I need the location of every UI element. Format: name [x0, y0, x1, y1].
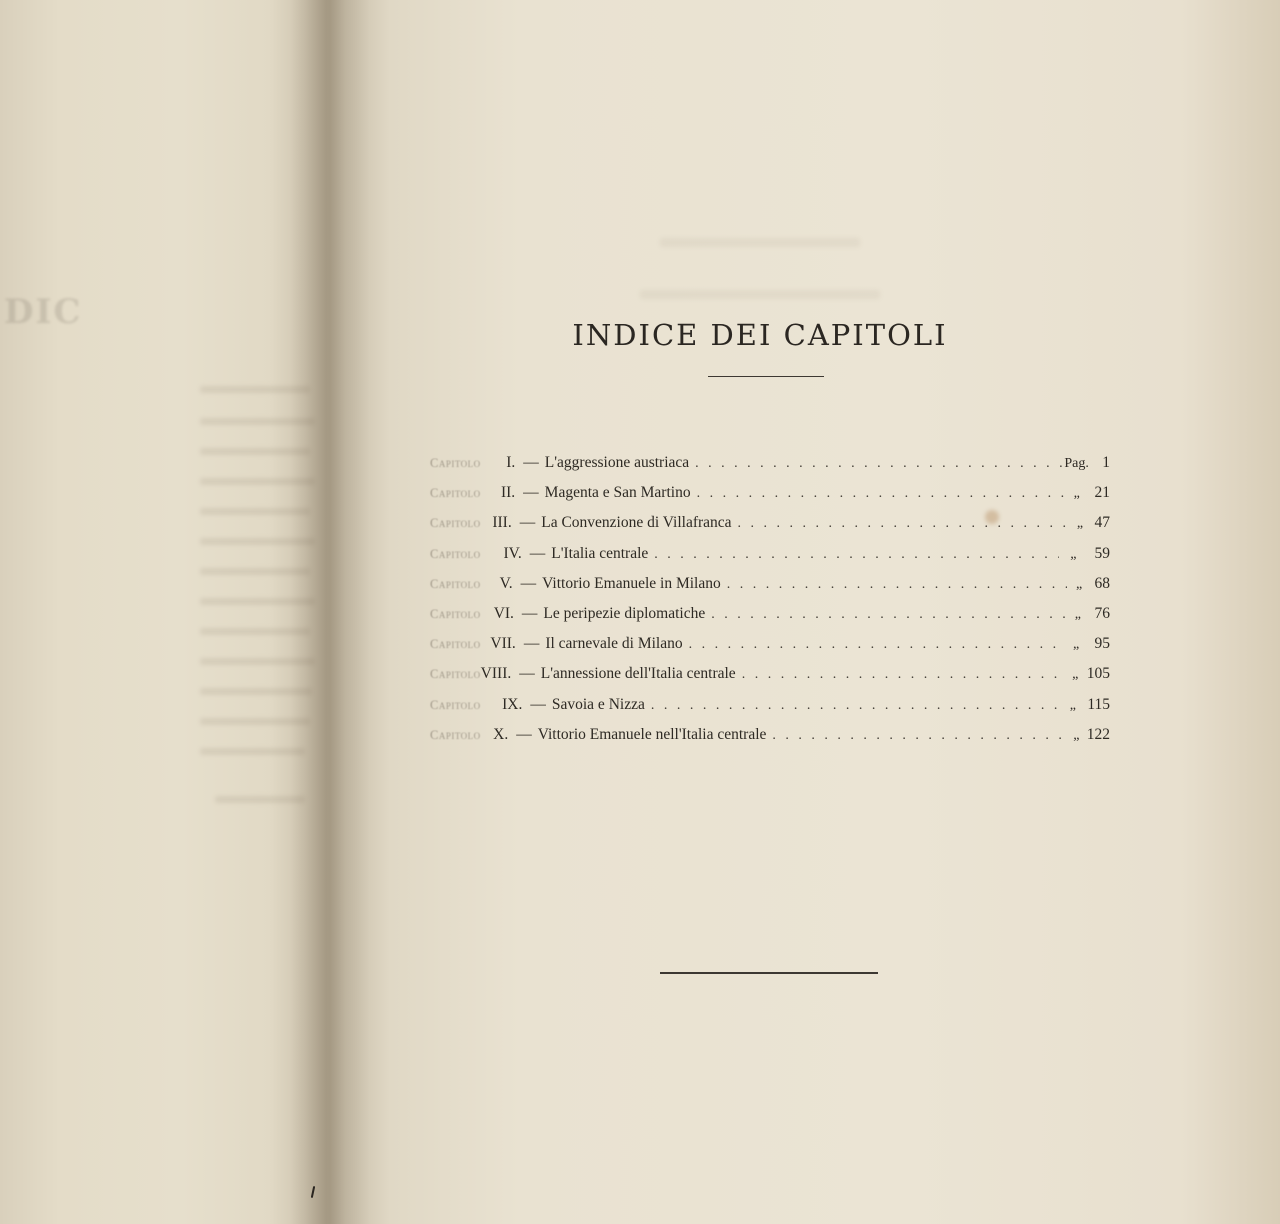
page-title: INDICE DEI CAPITOLI — [572, 318, 948, 352]
chapter-numeral: IV. — [503, 544, 522, 562]
bleed-through-heading: DIC — [4, 292, 83, 332]
table-of-contents — [430, 448, 1110, 750]
page-number: 59 — [1094, 544, 1110, 562]
chapter-title: Le peripezie diplomatiche — [543, 604, 706, 622]
chapter-label: Capitolo — [430, 697, 481, 712]
chapter-dash: — — [529, 544, 546, 562]
chapter-numeral: III. — [492, 514, 512, 532]
dot-leader — [689, 630, 1063, 660]
chapter-title: La Convenzione di Villafranca — [541, 514, 732, 532]
page-number: 122 — [1086, 725, 1110, 743]
chapter-title: L'aggressione austriaca — [544, 454, 690, 471]
chapter-numeral: V. — [499, 574, 513, 592]
toc-entry — [430, 659, 1110, 689]
chapter-label: Capitolo — [430, 516, 481, 531]
right-page — [340, 0, 1280, 1224]
dot-leader — [772, 721, 1065, 751]
chapter-label: Capitolo — [430, 576, 481, 591]
page-number: 76 — [1094, 604, 1111, 622]
dot-leader — [738, 509, 1069, 539]
dot-leader — [711, 600, 1065, 630]
chapter-dash: — — [519, 514, 536, 532]
chapter-title: Il carnevale di Milano — [545, 635, 683, 653]
toc-entry — [430, 478, 1110, 508]
page-prefix: „ — [1070, 546, 1077, 562]
chapter-dash: — — [523, 454, 539, 471]
page-prefix: „ — [1076, 516, 1084, 532]
page-number: 21 — [1094, 484, 1110, 502]
page-prefix: „ — [1076, 576, 1083, 592]
toc-entry — [430, 720, 1110, 750]
end-rule — [660, 972, 878, 974]
title-rule — [708, 376, 824, 377]
chapter-label: Capitolo — [430, 546, 481, 561]
chapter-numeral: VII. — [490, 635, 516, 653]
page-prefix: „ — [1073, 486, 1080, 502]
chapter-numeral: VI. — [493, 604, 514, 622]
page-prefix: Pag. — [1064, 456, 1089, 471]
toc-entry — [430, 539, 1110, 569]
page-number: 105 — [1086, 665, 1110, 683]
dot-leader — [654, 540, 1059, 570]
toc-entry — [430, 690, 1110, 720]
chapter-numeral: II. — [500, 484, 516, 502]
chapter-title: Vittorio Emanuele nell'Italia centrale — [537, 725, 767, 743]
toc-entry — [430, 599, 1110, 629]
dot-leader — [742, 660, 1064, 690]
chapter-numeral: VIII. — [480, 665, 512, 683]
left-page — [0, 0, 335, 1224]
dot-leader — [695, 449, 1063, 479]
page-prefix: „ — [1073, 727, 1080, 743]
chapter-dash: — — [519, 665, 535, 683]
page-number: 115 — [1087, 695, 1110, 713]
page-number: 47 — [1094, 514, 1110, 532]
chapter-label: Capitolo — [430, 667, 481, 682]
page-prefix: „ — [1069, 697, 1076, 713]
chapter-dash: — — [523, 635, 540, 653]
chapter-label: Capitolo — [430, 456, 481, 470]
chapter-title: Vittorio Emanuele in Milano — [542, 574, 721, 592]
chapter-title: Magenta e San Martino — [544, 484, 691, 502]
bleed-through-line — [660, 238, 860, 247]
page-number: 68 — [1094, 574, 1110, 592]
chapter-label: Capitolo — [430, 606, 481, 621]
toc-entry — [430, 569, 1110, 599]
chapter-label: Capitolo — [430, 727, 481, 742]
page-prefix: „ — [1072, 637, 1080, 653]
toc-entry — [430, 629, 1110, 659]
chapter-dash: — — [530, 695, 546, 713]
chapter-dash: — — [523, 484, 539, 502]
toc-entry — [430, 508, 1110, 538]
chapter-dash: — — [516, 725, 532, 743]
page-number: 95 — [1094, 635, 1110, 653]
chapter-title: Savoia e Nizza — [551, 695, 645, 713]
chapter-numeral: I. — [506, 454, 516, 471]
page-prefix: „ — [1074, 606, 1081, 622]
dot-leader — [651, 691, 1058, 721]
dot-leader — [727, 570, 1067, 600]
chapter-numeral: IX. — [502, 695, 523, 713]
chapter-dash: — — [520, 574, 537, 592]
chapter-label: Capitolo — [430, 486, 481, 501]
chapter-label: Capitolo — [430, 637, 481, 652]
dot-leader — [697, 479, 1064, 509]
chapter-numeral: X. — [493, 725, 509, 743]
chapter-title: L'Italia centrale — [551, 544, 649, 562]
paper-stain — [985, 510, 999, 524]
bleed-through-line — [640, 290, 880, 299]
page-prefix: „ — [1072, 667, 1079, 683]
chapter-dash: — — [521, 604, 538, 622]
chapter-title: L'annessione dell'Italia centrale — [540, 665, 736, 683]
toc-entry — [430, 448, 1110, 478]
page-number: 1 — [1102, 454, 1110, 471]
